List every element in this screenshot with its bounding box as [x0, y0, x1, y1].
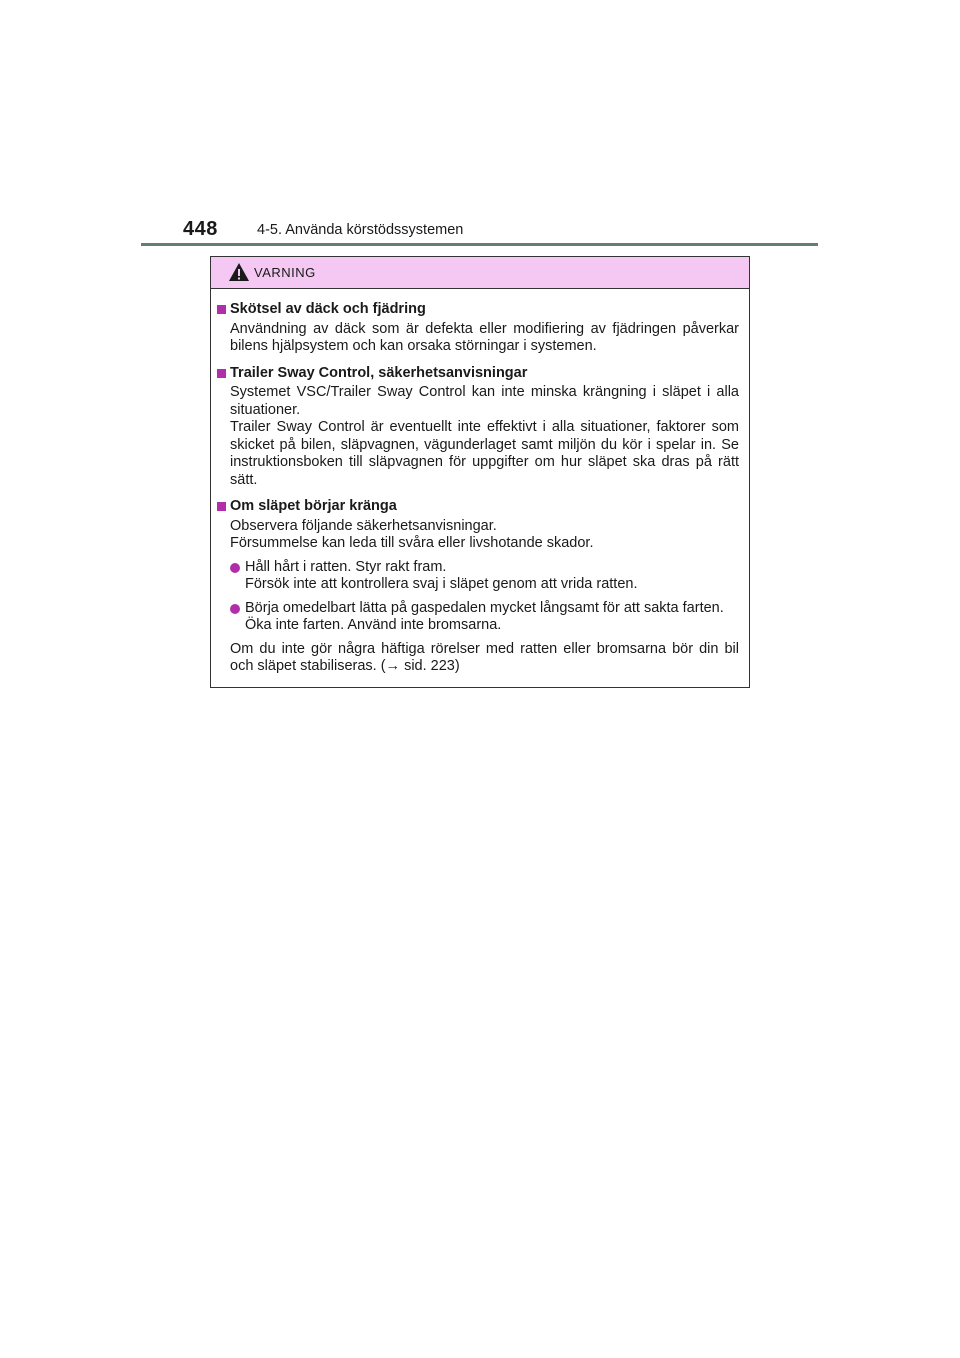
- section-title: 4-5. Använda körstödssystemen: [257, 222, 464, 238]
- round-bullet-icon: [230, 604, 240, 614]
- warning-box: [210, 256, 750, 688]
- square-bullet-icon: [217, 305, 226, 314]
- square-bullet-icon: [217, 369, 226, 378]
- paragraph: Systemet VSC/Trailer Sway Control kan inte minska krängning i släpet i alla situationer.: [230, 384, 739, 418]
- warning-header: [211, 257, 749, 289]
- round-bullet-icon: [230, 563, 240, 573]
- warning-title: VARNING: [254, 265, 316, 280]
- paragraph: Försummelse kan leda till svåra eller livshotande skador.: [230, 535, 594, 551]
- square-bullet-icon: [217, 502, 226, 511]
- bullet-text: Håll hårt i ratten. Styr rakt fram. Försök inte att kontrollera svaj i släpet genom att vrida ratten.: [245, 558, 638, 592]
- warning-section-trailer-sway-start: [217, 498, 739, 676]
- warning-body: [211, 289, 749, 676]
- section-heading: Skötsel av däck och fjädring: [217, 301, 739, 319]
- warning-triangle-icon: [228, 262, 250, 282]
- warning-section-tires: [217, 301, 739, 356]
- section-heading: Om släpet börjar kränga: [217, 498, 739, 516]
- header-rule: [141, 243, 818, 246]
- closing-paragraph: Om du inte gör några häftiga rörelser med ratten eller bromsarna bör din bil och släpet stabiliseras. (→ sid. 223): [230, 640, 739, 674]
- list-item: [230, 559, 739, 594]
- warning-section-trailer-sway: [217, 365, 739, 490]
- list-item: [230, 600, 739, 635]
- section-heading: Trailer Sway Control, säkerhetsanvisningar: [217, 365, 739, 383]
- paragraph: Observera följande säkerhetsanvisningar.: [230, 517, 497, 534]
- paragraph: Användning av däck som är defekta eller modifiering av fjädringen påverkar bilens hjälpsystem och kan orsaka störningar i systemen.: [230, 320, 739, 354]
- paragraph: Trailer Sway Control är eventuellt inte effektivt i alla situationer, faktorer som skicket på bilen, släpvagnen, vägunderlaget samt miljön du kör i spelar in. Se instruktionsboken till släpvagnen för uppgifter om hur släpet ska dras på rätt sätt.: [230, 419, 739, 488]
- bullet-text: Börja omedelbart lätta på gaspedalen mycket långsamt för att sakta farten. Öka inte farten. Använd inte bromsarna.: [245, 599, 724, 633]
- page-number: 448: [183, 218, 218, 240]
- page-header: [183, 214, 823, 246]
